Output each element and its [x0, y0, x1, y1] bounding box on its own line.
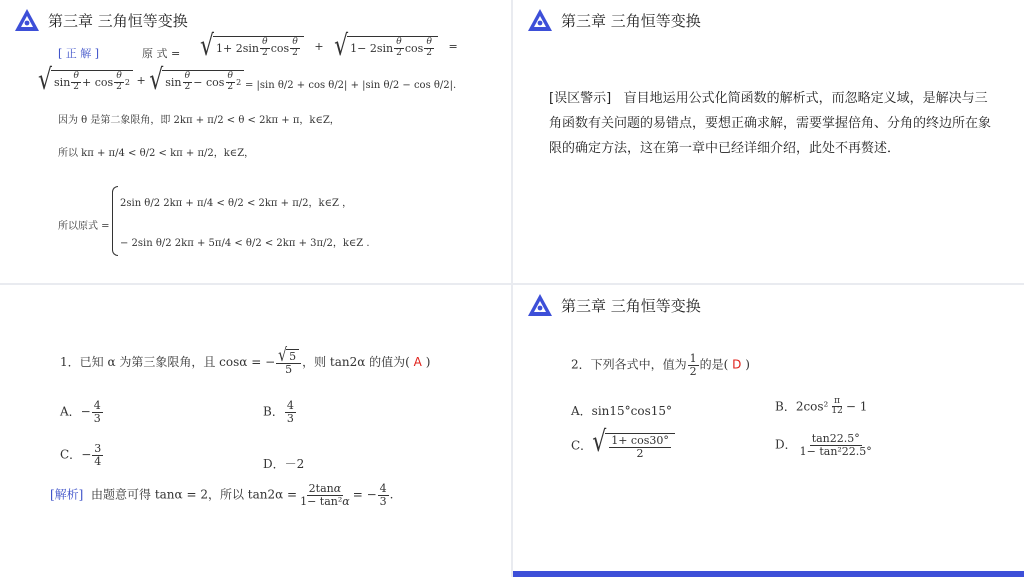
q1-mid: ，则 tan2α 的值为(	[302, 354, 410, 369]
q2-option-d[interactable]: D． $\frac{\tan 22.5^\circ}{\text{1− tan²22.5°}}$	[775, 432, 872, 458]
half-angle-range: 所以 kπ + π/4 < θ/2 < kπ + π/2，k∈Z，	[58, 148, 255, 159]
q2-prefix: 2．下列各式中，值为	[571, 357, 687, 372]
q2-option-c[interactable]: C． √ $\frac{1+ \cos 30^\circ}{2}$	[571, 433, 675, 459]
q1-answer: A	[413, 354, 422, 369]
q2-option-a[interactable]: A．sin15°cos15°	[571, 404, 673, 418]
slide-warning	[513, 0, 1024, 283]
slide-question-2	[513, 285, 1024, 577]
q2-mid: 的是(	[699, 357, 729, 372]
warning-paragraph	[549, 86, 999, 161]
case-brace	[112, 186, 118, 256]
cos-value-fraction: √ 5 5	[276, 349, 301, 376]
q1-analysis: [解析] 由题意可得 tanα = 2，所以 tan2α = $\frac{2\tan\alpha}{\text{1− tan²α}}$ = − $\frac{4}{3}$ .	[50, 482, 394, 508]
warning-label: [误区警示]	[549, 91, 612, 106]
q1-option-c[interactable]: C．− $\frac{3}{4}$	[60, 442, 102, 468]
q2-answer: D	[732, 357, 742, 372]
warning-text: 盲目地运用公式化简函数的解析式，而忽略定义域，是解决与三角函数有关问题的易错点，要想正确求解，需要掌握倍角、分角的终边所在象限的确定方法，这在第一章中已经详细介绍，此处不再赘述．	[549, 91, 992, 156]
triangle-logo-icon	[14, 8, 40, 32]
result-lead: 所以原式 =	[58, 221, 110, 232]
q1-option-a[interactable]: A．− $\frac{4}{3}$	[60, 399, 101, 425]
question-2-stem: 2．下列各式中，值为 $\frac{1}{2}$ 的是( D )	[571, 352, 750, 378]
slide-header	[527, 8, 701, 32]
analysis-label: [解析]	[50, 487, 84, 502]
equation-lead: 原 式 =	[142, 47, 181, 60]
equation-line2-tail: = |sin θ/2 + cos θ/2| + |sin θ/2 − cos θ/2|.	[245, 80, 457, 91]
q2-option-b[interactable]: B．2cos² $\frac{\pi}{12}$ − 1	[775, 396, 868, 417]
triangle-logo-icon	[527, 293, 553, 317]
q1-option-d[interactable]: D．－2	[263, 457, 305, 471]
quadrant-statement: 因为 θ 是第二象限角，即 2kπ + π/2 < θ < 2kπ + π，k∈Z，	[58, 115, 340, 126]
slide-solution	[0, 0, 511, 283]
question-1-stem	[60, 345, 431, 376]
equation-line2-math: √ sin $\frac{\theta}{2}$ + cos $\frac{\theta}{2}$ 2 + √ sin $\frac{\theta}{2}$ − cos $\frac{\theta}{2}$ 2	[38, 70, 244, 92]
chapter-title: 第三章 三角恒等变换	[48, 11, 188, 30]
q1-prefix: 1．已知 α 为第三象限角，且 cosα = −	[60, 354, 276, 369]
triangle-logo-icon	[527, 8, 553, 32]
q1-suffix: )	[425, 354, 431, 369]
q2-suffix: )	[745, 357, 750, 372]
equation-line1-math: √ 1+ 2sin $\frac{\theta}{2}$ cos $\frac{\theta}{2}$ + √ 1− 2sin $\frac{\theta}{2}$ cos $\frac{\theta}{2}$ =	[200, 30, 458, 63]
chapter-title: 第三章 三角恒等变换	[561, 11, 701, 30]
case-2: − 2sin θ/2 2kπ + 5π/4 < θ/2 < 2kπ + 3π/2，k∈Z .	[120, 238, 370, 249]
case-1: 2sin θ/2 2kπ + π/4 < θ/2 < 2kπ + π/2，k∈Z ，	[120, 198, 353, 209]
slide-question-1	[0, 285, 511, 577]
solution-label: [ 正 解 ]	[58, 47, 100, 60]
slide-header	[14, 8, 188, 32]
slide-header	[527, 293, 701, 317]
chapter-title: 第三章 三角恒等变换	[561, 296, 701, 315]
q1-option-b[interactable]: B． $\frac{4}{3}$	[263, 399, 294, 425]
analysis-text: 由题意可得 tanα = 2，所以 tan2α =	[91, 487, 298, 502]
accent-bar	[513, 571, 1024, 577]
